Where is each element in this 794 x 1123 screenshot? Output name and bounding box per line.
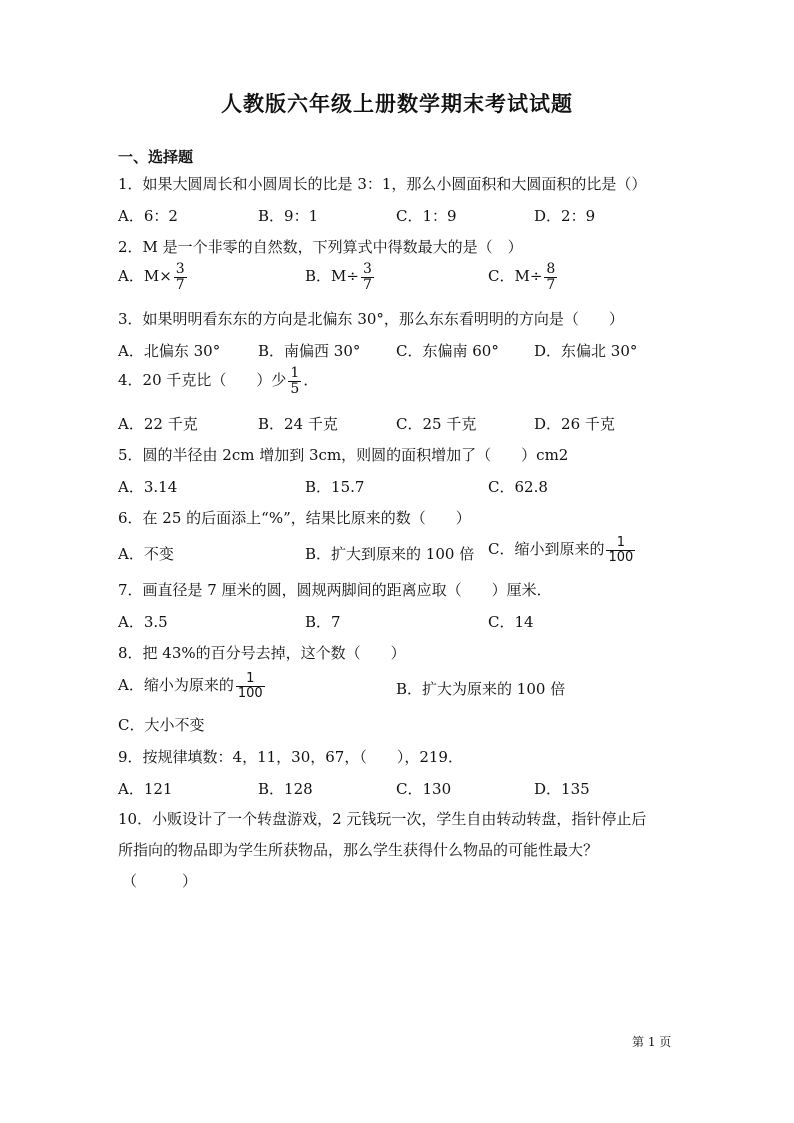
question-8-option-b: B．扩大为原来的 100 倍 <box>396 680 566 698</box>
question-7-option-a: A．3.5 <box>118 613 168 631</box>
question-2-option-a: A．M× $\frac{3}{7}$ <box>118 261 185 293</box>
question-5-option-c: C．62.8 <box>488 478 548 496</box>
question-2-option-b: B．M÷ $\frac{3}{7}$ <box>305 261 372 293</box>
question-3-option-c: C．东偏南 60° <box>396 342 499 360</box>
section-heading: 一、选择题 <box>118 148 194 166</box>
fraction: $\frac{1}{100}$ <box>608 535 634 565</box>
question-6-option-b: B．扩大到原来的 100 倍 <box>305 545 475 563</box>
question-3-option-a: A．北偏东 30° <box>118 342 221 360</box>
question-3-stem: 3．如果明明看东东的方向是北偏东 30°，那么东东看明明的方向是（ ） <box>118 310 624 328</box>
question-4-option-a: A．22 千克 <box>118 415 198 433</box>
question-1-stem: 1．如果大圆周长和小圆周长的比是 3：1，那么小圆面积和大圆面积的比是（） <box>118 175 647 193</box>
fraction: $\frac{8}{7}$ <box>546 261 556 293</box>
question-1-option-c: C．1：9 <box>396 207 457 225</box>
question-7-option-b: B．7 <box>305 613 341 631</box>
question-9-stem: 9．按规律填数：4，11，30，67，（ ），219． <box>118 748 463 766</box>
question-9-option-d: D．135 <box>534 780 590 798</box>
question-8-option-c: C．大小不变 <box>118 716 205 734</box>
question-2-option-c: C．M÷ $\frac{8}{7}$ <box>488 261 556 293</box>
fraction: $\frac{1}{100}$ <box>237 671 263 701</box>
question-10-answer-blank: （ ） <box>122 872 198 890</box>
question-9-option-b: B．128 <box>258 780 313 798</box>
question-5-option-b: B．15.7 <box>305 478 365 496</box>
question-1-option-a: A．6：2 <box>118 207 178 225</box>
question-6-stem: 6．在 25 的后面添上“%”，结果比原来的数（ ） <box>118 509 471 527</box>
fraction: $\frac{1}{5}$ <box>290 365 300 397</box>
question-6-option-c: C．缩小到原来的 $\frac{1}{100}$ <box>488 535 634 565</box>
question-7-option-c: C．14 <box>488 613 534 631</box>
question-10-line-1: 10．小贩设计了一个转盘游戏，2 元钱玩一次，学生自由转动转盘，指针停止后 <box>118 810 647 828</box>
question-4-stem: 4．20 千克比（ ）少 $\frac{1}{5}$ ． <box>118 365 319 397</box>
question-9-option-a: A．121 <box>118 780 173 798</box>
question-3-option-b: B．南偏西 30° <box>258 342 361 360</box>
fraction: $\frac{3}{7}$ <box>362 261 372 293</box>
question-4-option-d: D．26 千克 <box>534 415 615 433</box>
page-number: 第 1 页 <box>632 1035 672 1049</box>
question-5-stem: 5．圆的半径由 2cm 增加到 3cm，则圆的面积增加了（ ）cm2 <box>118 446 569 464</box>
question-3-option-d: D．东偏北 30° <box>534 342 638 360</box>
question-6-option-a: A．不变 <box>118 545 174 563</box>
question-8-option-a: A．缩小为原来的 $\frac{1}{100}$ <box>118 671 263 701</box>
page-title: 人教版六年级上册数学期末考试试题 <box>221 91 573 116</box>
question-4-option-b: B．24 千克 <box>258 415 338 433</box>
question-9-option-c: C．130 <box>396 780 452 798</box>
question-2-stem: 2．M 是一个非零的自然数，下列算式中得数最大的是（ ） <box>118 238 523 256</box>
question-4-option-c: C．25 千克 <box>396 415 477 433</box>
question-1-option-b: B．9：1 <box>258 207 319 225</box>
question-7-stem: 7．画直径是 7 厘米的圆，圆规两脚间的距离应取（ ）厘米． <box>118 581 552 599</box>
question-1-option-d: D．2：9 <box>534 207 596 225</box>
question-8-stem: 8．把 43%的百分号去掉，这个数（ ） <box>118 644 406 662</box>
question-5-option-a: A．3.14 <box>118 478 178 496</box>
question-10-line-2: 所指向的物品即为学生所获物品，那么学生获得什么物品的可能性最大？ <box>118 841 599 859</box>
fraction: $\frac{3}{7}$ <box>175 261 185 293</box>
